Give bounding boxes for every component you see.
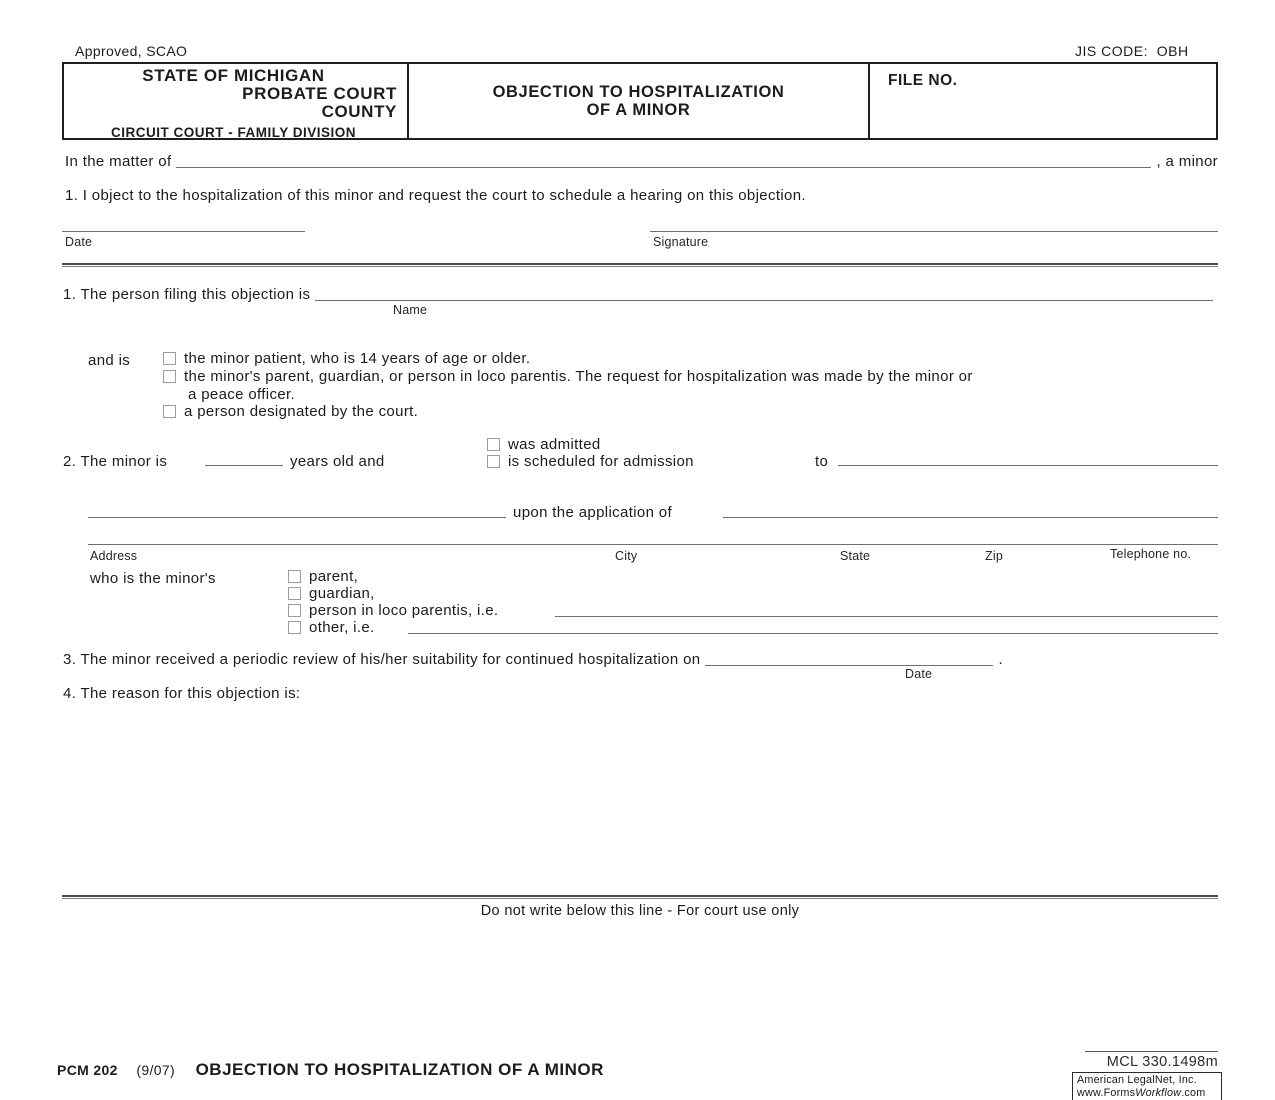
checkbox-parent[interactable]: [288, 570, 301, 583]
review-date-caption: Date: [905, 667, 933, 681]
parent-label: parent,: [309, 568, 359, 585]
item2-lead-label: 2. The minor is: [63, 453, 168, 470]
address-field[interactable]: [88, 530, 1218, 545]
guardian-label: guardian,: [309, 585, 375, 602]
checkbox-loco-parentis[interactable]: [288, 604, 301, 617]
form-title-cell: [407, 64, 870, 138]
admit-option-scheduled: [487, 453, 694, 471]
telephone-caption: Telephone no.: [1110, 547, 1192, 561]
name-caption: Name: [393, 303, 428, 317]
state-caption: State: [840, 549, 871, 563]
other-field[interactable]: [408, 620, 1218, 634]
checkbox-was-admitted[interactable]: [487, 438, 500, 451]
address-caption: Address: [90, 549, 138, 563]
to-label: to: [815, 453, 829, 470]
item3-row: [63, 650, 1203, 668]
who-option-guardian: [288, 585, 375, 603]
form-title-line1: OBJECTION TO HOSPITALIZATION: [492, 83, 785, 101]
item3-lead-label: 3. The minor received a periodic review of his/her suitability for continued hospitalization on: [63, 651, 701, 668]
form-code-label: PCM 202: [57, 1062, 118, 1078]
scheduled-admission-label: is scheduled for admission: [508, 453, 694, 470]
minor-patient-label: the minor patient, who is 14 years of age or older.: [184, 350, 531, 367]
vendor-url-pre: www.Forms: [1077, 1086, 1136, 1099]
matter-suffix-label: , a minor: [1156, 153, 1218, 170]
header-table: [62, 62, 1218, 140]
checkbox-parent-guardian[interactable]: [163, 370, 176, 383]
parent-guardian-label: [184, 368, 973, 403]
court-caption-cell: [64, 64, 407, 138]
date-caption: Date: [65, 235, 93, 249]
years-old-label: years old and: [290, 453, 385, 470]
loco-parentis-label: person in loco parentis, i.e.: [309, 602, 499, 619]
approved-scao-label: Approved, SCAO: [75, 43, 188, 59]
objection-statement: 1. I object to the hospitalization of this minor and request the court to schedule a hearing on this objection.: [65, 187, 806, 204]
file-no-cell: [870, 64, 1216, 138]
probate-court-label: PROBATE COURT: [242, 84, 397, 103]
matter-name-field[interactable]: [176, 154, 1151, 168]
matter-prefix-label: In the matter of: [65, 153, 172, 170]
vendor-name: American LegalNet, Inc.: [1077, 1074, 1197, 1086]
city-caption: City: [615, 549, 638, 563]
county-label: COUNTY: [321, 102, 397, 121]
footer-left: [57, 1060, 604, 1080]
designated-person-label: a person designated by the court.: [184, 403, 419, 420]
footer-form-title: OBJECTION TO HOSPITALIZATION OF A MINOR: [195, 1060, 604, 1079]
item1-lead-label: 1. The person filing this objection is: [63, 286, 311, 303]
filer-option-minor-patient: [163, 350, 530, 368]
age-field[interactable]: [205, 453, 283, 466]
application-of-label: upon the application of: [513, 504, 673, 521]
court-use-divider: [62, 895, 1218, 899]
and-is-label: and is: [88, 352, 131, 369]
item3-period: .: [998, 651, 1003, 668]
other-label: other, i.e.: [309, 619, 375, 636]
form-title-line2: OF A MINOR: [586, 101, 691, 119]
admit-option-admitted: [487, 436, 601, 454]
who-option-loco-parentis: [288, 602, 498, 620]
mcl-rule: [1085, 1051, 1218, 1052]
parent-guardian-label-line2: a peace officer.: [188, 385, 296, 403]
who-option-parent: [288, 568, 358, 586]
zip-caption: Zip: [985, 549, 1003, 563]
vendor-url-post: .com: [1181, 1086, 1206, 1099]
checkbox-guardian[interactable]: [288, 587, 301, 600]
checkbox-designated-person[interactable]: [163, 405, 176, 418]
checkbox-minor-patient[interactable]: [163, 352, 176, 365]
applicant-field[interactable]: [723, 503, 1218, 518]
vendor-box: [1072, 1072, 1222, 1100]
filer-option-parent-guardian: [163, 368, 1218, 403]
court-use-only-label: Do not write below this line - For court use only: [480, 903, 800, 919]
signature-field[interactable]: [650, 216, 1218, 232]
checkbox-scheduled-admission[interactable]: [487, 455, 500, 468]
checkbox-other[interactable]: [288, 621, 301, 634]
state-of-michigan-label: STATE OF MICHIGAN: [142, 66, 325, 85]
file-no-label: FILE NO.: [888, 72, 958, 89]
signature-caption: Signature: [653, 235, 709, 249]
circuit-court-label: CIRCUIT COURT - FAMILY DIVISION: [110, 125, 356, 140]
facility-continued-field[interactable]: [88, 503, 506, 518]
section-divider-top: [62, 263, 1218, 267]
jis-code-label: JIS CODE: OBH: [1075, 43, 1189, 59]
filer-name-field[interactable]: [315, 287, 1213, 301]
form-revision-label: (9/07): [136, 1062, 176, 1078]
was-admitted-label: was admitted: [508, 436, 601, 453]
vendor-url: [1077, 1087, 1217, 1100]
date-field[interactable]: [62, 216, 305, 232]
review-date-field[interactable]: [705, 652, 993, 666]
loco-parentis-field[interactable]: [555, 603, 1218, 617]
matter-row: [65, 150, 1218, 170]
item1-row: [63, 284, 1218, 303]
filer-option-designated-person: [163, 403, 418, 421]
facility-field[interactable]: [838, 453, 1218, 466]
who-lead-label: who is the minor's: [90, 570, 216, 587]
who-option-other: [288, 619, 375, 637]
vendor-url-italic: Workflow: [1135, 1086, 1182, 1099]
parent-guardian-label-line1: the minor's parent, guardian, or person in loco parentis. The request for hospitalization was made by the minor or: [184, 368, 973, 385]
mcl-citation: MCL 330.1498m: [1106, 1054, 1218, 1070]
item4-lead-label: 4. The reason for this objection is:: [63, 685, 301, 702]
